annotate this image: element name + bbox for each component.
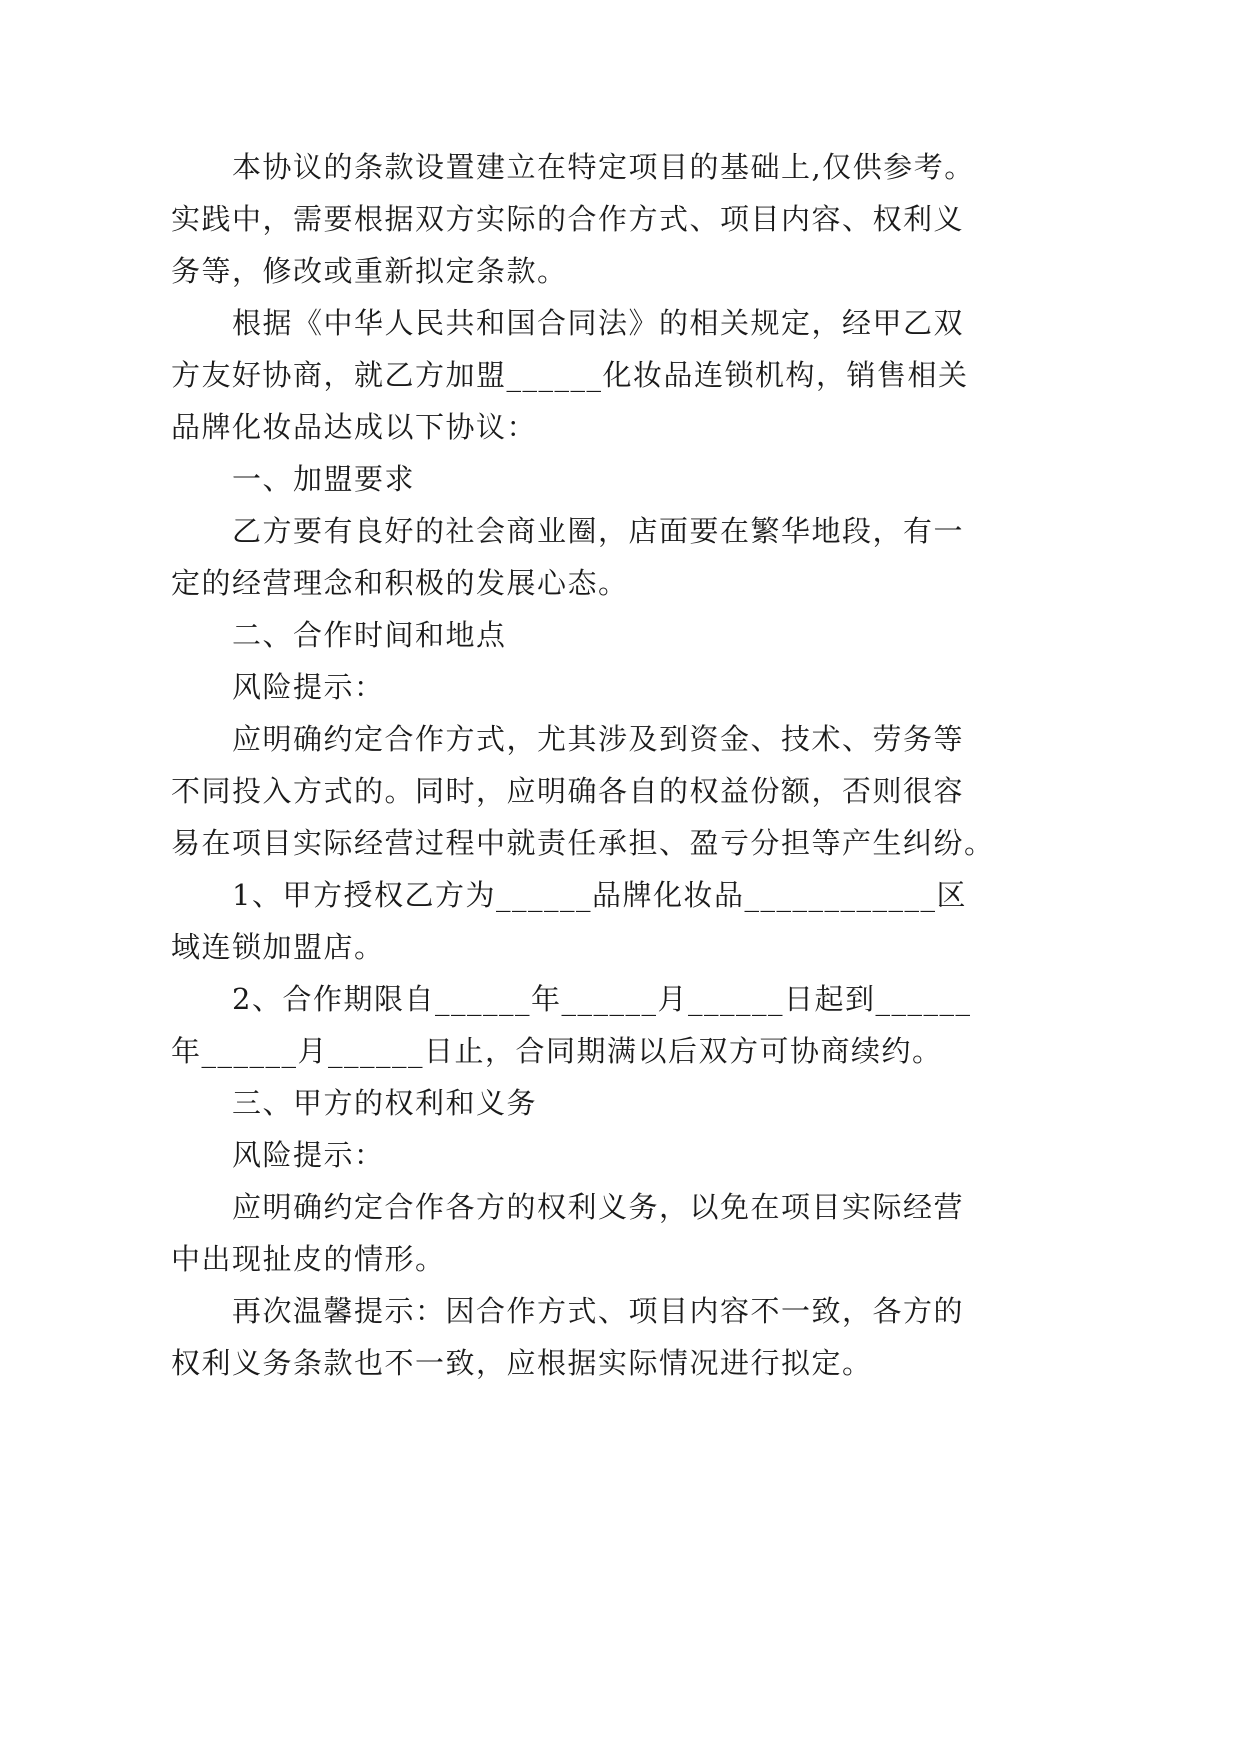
- text-line: 根据《中华人民共和国合同法》的相关规定，经甲乙双: [232, 306, 965, 340]
- text-line: 本协议的条款设置建立在特定项目的基础上,仅供参考。: [232, 150, 975, 184]
- text-line: 定的经营理念和积极的发展心态。: [171, 566, 629, 600]
- text-line: 不同投入方式的。同时，应明确各自的权益份额，否则很容: [171, 774, 965, 808]
- text-line: 乙方要有良好的社会商业圈，店面要在繁华地段，有一: [232, 514, 965, 548]
- section-heading: 一、加盟要求: [232, 462, 416, 496]
- text-line: 权利义务条款也不一致，应根据实际情况进行拟定。: [171, 1346, 873, 1380]
- text-line: 2、合作期限自______年______月______日起到______: [232, 982, 972, 1016]
- text-line: 域连锁加盟店。: [171, 930, 385, 964]
- text-line: 应明确约定合作各方的权利义务，以免在项目实际经营: [232, 1190, 965, 1224]
- text-line: 务等，修改或重新拟定条款。: [171, 254, 568, 288]
- text-line: 年______月______日止，合同期满以后双方可协商续约。: [171, 1034, 943, 1068]
- risk-note-label: 风险提示：: [232, 670, 385, 704]
- section-heading: 三、甲方的权利和义务: [232, 1086, 538, 1120]
- text-line: 实践中，需要根据双方实际的合作方式、项目内容、权利义: [171, 202, 965, 236]
- section-heading: 二、合作时间和地点: [232, 618, 507, 652]
- text-line: 易在项目实际经营过程中就责任承担、盈亏分担等产生纠纷。: [171, 826, 995, 860]
- risk-note-label: 风险提示：: [232, 1138, 385, 1172]
- text-line: 应明确约定合作方式，尤其涉及到资金、技术、劳务等: [232, 722, 965, 756]
- text-line: 中出现扯皮的情形。: [171, 1242, 446, 1276]
- text-line: 再次温馨提示：因合作方式、项目内容不一致，各方的: [232, 1294, 965, 1328]
- text-line: 方友好协商，就乙方加盟______化妆品连锁机构，销售相关: [171, 358, 969, 392]
- text-line: 1、甲方授权乙方为______品牌化妆品____________区: [232, 878, 967, 912]
- text-line: 品牌化妆品达成以下协议：: [171, 410, 538, 444]
